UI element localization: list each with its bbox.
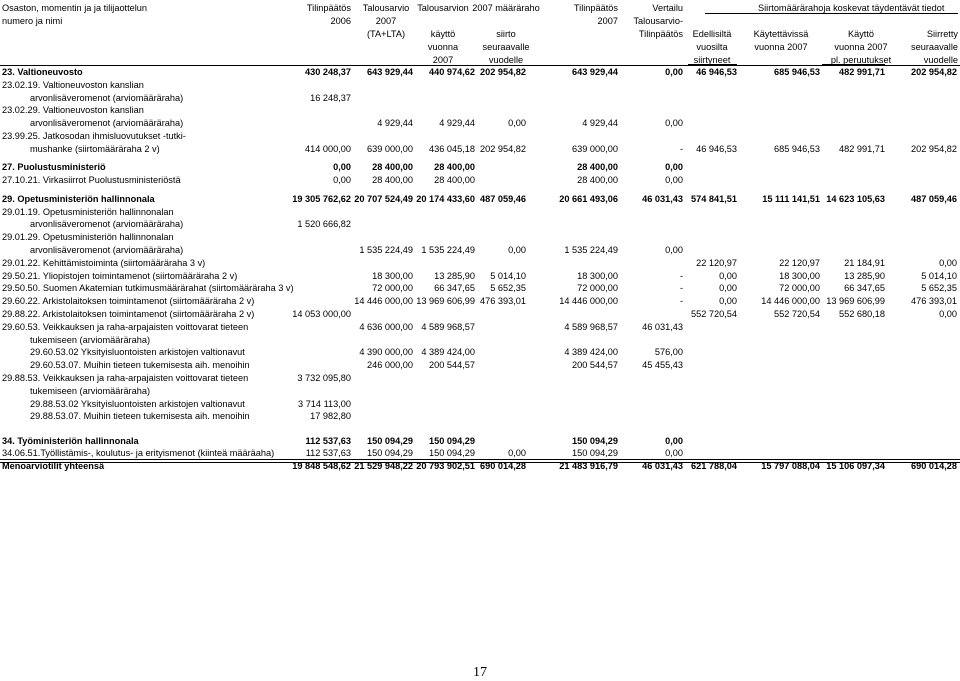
cell-vertailu: 46 031,43 — [642, 321, 683, 332]
header-ta07: (TA+LTA) — [366, 29, 406, 39]
cell-ta07: 18 300,00 — [372, 270, 413, 281]
row-desc: 29.88.53. Veikkauksen ja raha-arpajaisten voittovarat tieteen — [2, 372, 249, 383]
cell-tp07: 21 483 916,79 — [559, 461, 618, 472]
cell-tp06: 16 248,37 — [310, 92, 351, 103]
header-vertailu: Talousarvio- — [633, 16, 683, 26]
row-desc: tukemiseen (arviomääräraha) — [30, 385, 150, 396]
cell-vertailu: - — [679, 296, 683, 307]
cell-tak07: 436 045,18 — [429, 143, 475, 154]
cell-tp06: 14 053 000,00 — [292, 308, 351, 319]
header-bottom-rule — [0, 65, 960, 66]
header-desc: Osaston, momentin ja ja tilijaottelun — [2, 3, 148, 13]
header-edellisilta: Edellisiltä — [692, 29, 732, 39]
row-desc: 29.50.50. Suomen Akatemian tutkimusmäärärahat (siirtomääräraha 3 v) — [2, 283, 294, 294]
cell-vertailu: 576,00 — [654, 347, 683, 358]
header-tp07: Tilinpäätös — [573, 3, 618, 13]
row-desc: 29.50.21. Yliopistojen toimintamenot (siirtomääräraha 2 v) — [2, 270, 238, 281]
header-tp07: 2007 — [597, 16, 618, 26]
cell-kaytettavissa: 15 797 088,04 — [761, 461, 820, 472]
cell-vertailu: 45 455,43 — [642, 360, 683, 371]
cell-tak07: 28 400,00 — [434, 175, 475, 186]
cell-tp07: 28 400,00 — [577, 175, 618, 186]
row-desc: 29.01.29. Opetusministeriön hallinnonalan — [2, 232, 174, 243]
cell-tak07: 200 544,57 — [429, 360, 475, 371]
cell-vertailu: 0,00 — [665, 162, 683, 173]
header-siirto07: siirto — [496, 29, 516, 39]
cell-kaytto: 15 106 097,34 — [826, 461, 885, 472]
cell-siirretty: 5 652,35 — [921, 283, 957, 294]
cell-ta07: 14 446 000,00 — [354, 296, 413, 307]
cell-ta07: 21 529 948,22 — [354, 461, 413, 472]
cell-tp06: 3 714 113,00 — [298, 398, 351, 409]
header-kaytettavissa: vuonna 2007 — [754, 42, 808, 52]
cell-tp06: 430 248,37 — [305, 67, 351, 77]
cell-kaytto: 66 347,65 — [844, 283, 885, 294]
cell-tp06: 19 848 548,62 — [292, 461, 351, 472]
cell-siirretty: 0,00 — [939, 308, 957, 319]
cell-siirto07: 202 954,82 — [480, 67, 526, 77]
cell-vertailu: 0,00 — [665, 448, 683, 459]
cell-kaytettavissa: 552 720,54 — [774, 308, 820, 319]
cell-siirto07: 690 014,28 — [480, 461, 526, 472]
cell-ta07: 1 535 224,49 — [359, 244, 413, 255]
cell-tak07: 66 347,65 — [434, 283, 475, 294]
cell-vertailu: - — [679, 283, 683, 294]
cell-tp07: 639 000,00 — [572, 143, 618, 154]
cell-tp06: 0,00 — [333, 175, 351, 186]
header-kaytto: pl. peruutukset — [830, 55, 892, 65]
cell-tak07: 13 969 606,99 — [416, 296, 475, 307]
header-tp06: 2006 — [330, 16, 351, 26]
cell-ta07: 28 400,00 — [372, 162, 413, 173]
row-desc: Menoarviotilit yhteensä — [2, 461, 105, 472]
cell-tp07: 14 446 000,00 — [559, 296, 618, 307]
cell-tp07: 72 000,00 — [577, 283, 618, 294]
cell-tak07: 28 400,00 — [434, 162, 475, 173]
table-bottom-rule — [0, 462, 960, 463]
cell-kaytto: 13 285,90 — [844, 270, 885, 281]
cell-tp07: 150 094,29 — [572, 435, 618, 446]
cell-vertailu: 0,00 — [665, 175, 683, 186]
cell-vertailu: 46 031,43 — [642, 461, 683, 472]
cell-tp07: 1 535 224,49 — [564, 244, 618, 255]
cell-tp06: 3 732 095,80 — [297, 372, 351, 383]
cell-tak07: 440 974,62 — [429, 67, 475, 77]
cell-siirretty: 690 014,28 — [911, 461, 957, 472]
row-desc: 29.01.19. Opetusministeriön hallinnonalan — [2, 206, 174, 217]
header-kaytto: Käyttö — [847, 29, 875, 39]
header-edellisilta: vuosilta — [696, 42, 728, 52]
cell-tp07: 4 929,44 — [582, 118, 618, 129]
cell-ta07: 28 400,00 — [372, 175, 413, 186]
cell-vertailu: 0,00 — [665, 244, 683, 255]
cell-kaytettavissa: 72 000,00 — [779, 283, 820, 294]
cell-kaytettavissa: 15 111 141,51 — [762, 193, 820, 204]
cell-vertailu: - — [679, 143, 683, 154]
cell-vertailu: 0,00 — [665, 67, 683, 77]
cell-edellisilta: 22 120,97 — [696, 257, 737, 268]
cell-ta07: 72 000,00 — [372, 283, 413, 294]
cell-edellisilta: 574 841,51 — [691, 193, 737, 204]
cell-edellisilta: 552 720,54 — [691, 308, 737, 319]
cell-tp07: 200 544,57 — [572, 360, 618, 371]
cell-siirto07: 0,00 — [508, 448, 526, 459]
cell-edellisilta: 46 946,53 — [696, 143, 737, 154]
row-desc: arvonlisäveromenot (arviomääräraha) — [30, 92, 184, 103]
page-number: 17 — [473, 665, 487, 680]
cell-kaytto: 552 680,18 — [839, 308, 885, 319]
cell-tp06: 0,00 — [333, 162, 351, 173]
cell-tp06: 112 537,63 — [305, 448, 351, 459]
header-edellisilta: siirtyneet — [693, 55, 731, 65]
cell-vertailu: - — [679, 270, 683, 281]
cell-siirretty: 476 393,01 — [911, 296, 957, 307]
cell-kaytto: 21 184,91 — [844, 257, 885, 268]
row-desc: 23. Valtioneuvosto — [2, 67, 83, 77]
row-desc: 27. Puolustusministeriö — [2, 162, 106, 173]
cell-siirto07: 5 014,10 — [490, 270, 526, 281]
cell-vertailu: 0,00 — [665, 118, 683, 129]
cell-tp06: 17 982,80 — [310, 411, 351, 422]
header-tak07: Talousarvion — [417, 3, 469, 13]
cell-kaytettavissa: 685 946,53 — [774, 143, 820, 154]
cell-tak07: 150 094,29 — [429, 435, 475, 446]
cell-vertailu: 46 031,43 — [642, 193, 683, 204]
cell-ta07: 4 929,44 — [377, 118, 413, 129]
header-siirto-group: Siirtomäärärahoja koskevat täydentävät tiedot — [758, 3, 945, 13]
cell-kaytto: 482 991,71 — [839, 67, 885, 77]
cell-tp06: 1 520 666,82 — [297, 219, 351, 230]
row-desc: 29.60.53.02 Yksityisluontoisten arkistojen valtionavut — [30, 347, 245, 358]
row-desc: 29.60.53. Veikkauksen ja raha-arpajaisten voittovarat tieteen — [2, 321, 249, 332]
cell-tp06: 112 537,63 — [305, 435, 351, 446]
cell-kaytto: 14 623 105,63 — [826, 193, 885, 204]
cell-edellisilta: 46 946,53 — [696, 67, 737, 77]
row-desc: 34.06.51.Työllistämis-, koulutus- ja erityismenot (kiinteä määräaha) — [2, 448, 275, 459]
total-top-rule — [0, 459, 960, 460]
header-tak07: käyttö — [430, 29, 456, 39]
cell-tp07: 150 094,29 — [572, 448, 618, 459]
row-desc: 27.10.21. Virkasiirrot Puolustusministeriöstä — [2, 175, 181, 186]
cell-tak07: 20 793 902,51 — [416, 461, 475, 472]
row-desc: arvonlisäveromenot (arviomääräraha) — [30, 118, 184, 129]
cell-ta07: 639 000,00 — [367, 143, 413, 154]
cell-kaytto: 13 969 606,99 — [826, 296, 885, 307]
cell-siirto07: 5 652,35 — [490, 283, 526, 294]
cell-tp07: 28 400,00 — [577, 162, 618, 173]
cell-ta07: 20 707 524,49 — [354, 193, 413, 204]
row-desc: 29.88.53.07. Muihin tieteen tukemisesta aih. menoihin — [30, 411, 250, 422]
cell-tak07: 20 174 433,60 — [416, 193, 475, 204]
header-siirto07: vuodelle — [488, 55, 524, 65]
cell-ta07: 150 094,29 — [367, 435, 413, 446]
cell-tak07: 13 285,90 — [434, 270, 475, 281]
header-tak07: 2007 — [432, 55, 454, 65]
cell-tp06: 19 305 762,62 — [292, 193, 351, 204]
header-siirretty: seuraavalle — [911, 42, 958, 52]
row-desc: 23.02.19. Valtioneuvoston kanslian — [2, 79, 144, 90]
cell-tp07: 4 389 424,00 — [564, 347, 618, 358]
cell-tak07: 4 389 424,00 — [421, 347, 475, 358]
header-group-rule — [705, 13, 958, 14]
cell-tp07: 4 589 968,57 — [564, 321, 618, 332]
cell-edellisilta: 0,00 — [719, 270, 737, 281]
cell-ta07: 4 390 000,00 — [359, 347, 413, 358]
header-desc: numero ja nimi — [2, 16, 63, 26]
row-desc: 23.02.29. Valtioneuvoston kanslian — [2, 105, 144, 116]
cell-ta07: 246 000,00 — [367, 360, 413, 371]
header-vertailu: Tilinpäätös — [638, 29, 683, 39]
header-kaytto: vuonna 2007 — [834, 42, 888, 52]
cell-ta07: 643 929,44 — [367, 67, 413, 77]
cell-siirretty: 5 014,10 — [921, 270, 957, 281]
cell-ta07: 4 636 000,00 — [359, 321, 413, 332]
row-desc: arvonlisäveromenot (arviomääräraha) — [30, 219, 184, 230]
cell-tp07: 18 300,00 — [577, 270, 618, 281]
row-desc: 29.88.22. Arkistolaitoksen toimintamenot (siirtomääräraha 2 v) — [2, 308, 255, 319]
header-siirretty: Siirretty — [926, 29, 958, 39]
cell-tak07: 4 589 968,57 — [421, 321, 475, 332]
cell-siirto07: 0,00 — [508, 244, 526, 255]
row-desc: 23.99.25. Jatkosodan ihmisluovutukset -tutki- — [2, 131, 186, 141]
cell-kaytettavissa: 685 946,53 — [774, 67, 820, 77]
row-desc: 29.60.22. Arkistolaitoksen toimintamenot (siirtomääräraha 2 v) — [2, 296, 255, 307]
header-tak07: vuonna — [427, 42, 459, 52]
cell-siirto07: 476 393,01 — [480, 296, 526, 307]
cell-tak07: 150 094,29 — [429, 448, 475, 459]
cell-edellisilta: 0,00 — [719, 283, 737, 294]
header-siirretty: vuodelle — [923, 55, 958, 65]
cell-siirretty: 0,00 — [939, 257, 957, 268]
row-desc: tukemiseen (arviomääräraha) — [30, 334, 150, 345]
cell-ta07: 150 094,29 — [367, 448, 413, 459]
row-desc: 34. Työministeriön hallinnonala — [2, 435, 139, 446]
cell-kaytettavissa: 22 120,97 — [779, 257, 820, 268]
cell-tp06: 414 000,00 — [305, 143, 351, 154]
cell-siirretty: 202 954,82 — [911, 67, 957, 77]
cell-siirretty: 202 954,82 — [911, 143, 957, 154]
row-desc: 29.88.53.02 Yksityisluontoisten arkistojen valtionavut — [30, 398, 245, 409]
cell-siirto07: 202 954,82 — [480, 143, 526, 154]
cell-siirto07: 0,00 — [508, 118, 526, 129]
cell-edellisilta: 0,00 — [719, 296, 737, 307]
row-desc: mushanke (siirtomääräraha 2 v) — [30, 143, 160, 154]
header-siirto07: 2007 määräraho — [472, 3, 540, 13]
header-tp06: Tilinpäätös — [306, 3, 351, 13]
cell-vertailu: 0,00 — [665, 435, 683, 446]
cell-kaytettavissa: 18 300,00 — [779, 270, 820, 281]
header-kaytettavissa: Käytettävissä — [753, 29, 809, 39]
row-desc: 29. Opetusministeriön hallinnonala — [2, 193, 155, 204]
cell-tak07: 4 929,44 — [439, 118, 475, 129]
row-desc: 29.01.22. Kehittämistoiminta (siirtomääräraha 3 v) — [2, 257, 206, 268]
cell-edellisilta: 621 788,04 — [691, 461, 737, 472]
cell-tp07: 643 929,44 — [572, 67, 618, 77]
row-desc: arvonlisäveromenot (arviomääräraha) — [30, 244, 184, 255]
header-ta07: 2007 — [375, 16, 397, 26]
cell-kaytto: 482 991,71 — [839, 143, 885, 154]
cell-siirto07: 487 059,46 — [480, 193, 526, 204]
cell-siirretty: 487 059,46 — [911, 193, 957, 204]
header-ta07: Talousarvio — [362, 3, 410, 13]
cell-tak07: 1 535 224,49 — [421, 244, 475, 255]
row-desc: 29.60.53.07. Muihin tieteen tukemisesta aih. menoihin — [30, 360, 250, 371]
header-siirto07: seuraavalle — [482, 42, 530, 52]
cell-kaytettavissa: 14 446 000,00 — [761, 296, 820, 307]
header-vertailu: Vertailu — [652, 3, 683, 13]
cell-tp07: 20 661 493,06 — [559, 193, 618, 204]
